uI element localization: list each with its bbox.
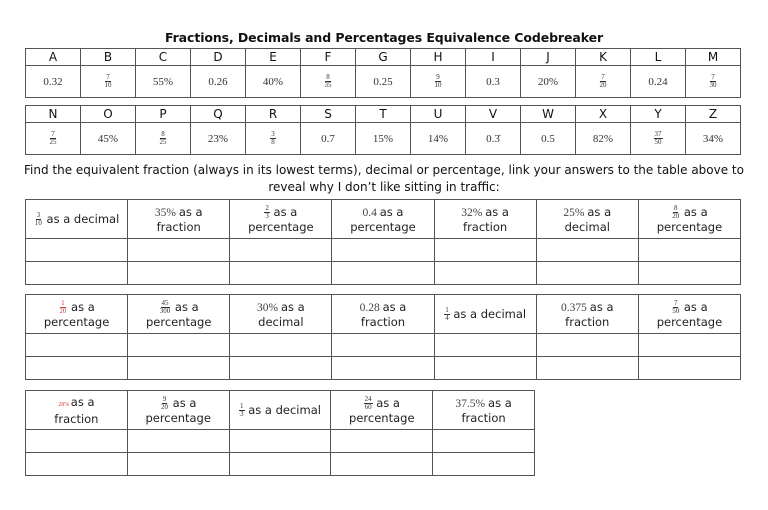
answer-cell[interactable] xyxy=(230,239,332,262)
question-prompt xyxy=(638,295,740,334)
question-prompt xyxy=(332,200,434,239)
answer-cell[interactable] xyxy=(26,453,128,476)
answer-cell[interactable] xyxy=(26,239,128,262)
fraction: $\frac{2}{3}$ xyxy=(265,203,269,220)
question-text: as a decimal xyxy=(564,204,612,234)
answer-cell[interactable] xyxy=(26,262,128,285)
code-value-m xyxy=(686,66,741,98)
answer-cell[interactable] xyxy=(434,262,536,285)
answer-cell[interactable] xyxy=(638,262,740,285)
question-value: 25% xyxy=(563,206,588,219)
question-value: 35% xyxy=(154,206,179,219)
question-text: as a fraction xyxy=(565,299,614,329)
question-prompt xyxy=(127,391,229,430)
question-text: as a fraction xyxy=(156,204,203,234)
code-letter-a: A xyxy=(26,49,81,66)
question-text: as a percentage xyxy=(656,204,723,234)
fraction: $\frac{3}{10}$ xyxy=(34,210,42,227)
code-table-row-n-z xyxy=(25,105,741,155)
answer-cell[interactable] xyxy=(26,334,128,357)
code-value-u: 14% xyxy=(411,123,466,155)
answer-cell[interactable] xyxy=(229,430,331,453)
answer-cell[interactable] xyxy=(26,357,128,380)
code-value-k xyxy=(576,66,631,98)
fraction: $\frac{1}{20}$ xyxy=(59,298,67,315)
question-text: as a percentage xyxy=(145,299,212,329)
code-value-g: 0.25 xyxy=(356,66,411,98)
code-letter-i: I xyxy=(466,49,521,66)
code-value-h xyxy=(411,66,466,98)
fraction: $\frac{7}{20}$ xyxy=(599,73,607,89)
question-prompt xyxy=(638,200,740,239)
question-value: 0.375 xyxy=(561,301,590,314)
fraction: $\frac{7}{30}$ xyxy=(709,73,717,89)
code-value-b xyxy=(81,66,136,98)
code-value-x: 82% xyxy=(576,123,631,155)
question-prompt xyxy=(536,295,638,334)
answer-cell[interactable] xyxy=(433,453,535,476)
question-prompt xyxy=(26,200,128,239)
question-text: as a percentage xyxy=(145,395,211,425)
fraction: $\frac{7}{25}$ xyxy=(49,130,57,146)
question-prompt xyxy=(230,200,332,239)
fraction: $\frac{8}{25}$ xyxy=(159,130,167,146)
answer-cell[interactable] xyxy=(230,334,332,357)
code-value-w: 0.5 xyxy=(521,123,576,155)
question-text: as a percentage xyxy=(656,299,723,329)
question-text: as a decimal xyxy=(453,306,527,321)
answer-cell[interactable] xyxy=(638,334,740,357)
question-text: as a fraction xyxy=(463,204,509,234)
code-letter-t: T xyxy=(356,106,411,123)
answer-cell[interactable] xyxy=(128,334,230,357)
question-prompt xyxy=(229,391,331,430)
code-letter-b: B xyxy=(81,49,136,66)
code-letter-v: V xyxy=(466,106,521,123)
code-letter-l: L xyxy=(631,49,686,66)
question-text: as a percentage xyxy=(350,204,416,234)
code-value-t: 15% xyxy=(356,123,411,155)
question-value: 0.28 xyxy=(359,301,383,314)
code-letter-p: P xyxy=(136,106,191,123)
answer-cell[interactable] xyxy=(128,239,230,262)
answer-cell[interactable] xyxy=(638,239,740,262)
question-value: 32% xyxy=(461,206,486,219)
code-letter-o: O xyxy=(81,106,136,123)
answer-cell[interactable] xyxy=(332,239,434,262)
fraction: $\frac{9}{20}$ xyxy=(160,394,168,411)
code-letter-q: Q xyxy=(191,106,246,123)
code-value-i: 0.3 xyxy=(466,66,521,98)
code-value-y xyxy=(631,123,686,155)
code-value-v: 0.3̇ xyxy=(466,123,521,155)
answer-cell[interactable] xyxy=(434,239,536,262)
answer-cell[interactable] xyxy=(230,262,332,285)
code-letter-h: H xyxy=(411,49,466,66)
answer-cell[interactable] xyxy=(536,334,638,357)
fraction: $\frac{7}{50}$ xyxy=(672,298,680,315)
page-title: Fractions, Decimals and Percentages Equivalence Codebreaker xyxy=(164,30,604,45)
code-value-a: 0.32 xyxy=(26,66,81,98)
question-text: as a decimal xyxy=(258,299,305,329)
fraction: $\frac{24}{60}$ xyxy=(364,394,372,411)
answer-cell[interactable] xyxy=(433,430,535,453)
fraction: $\frac{8}{20}$ xyxy=(672,203,680,220)
question-prompt xyxy=(26,391,128,430)
answer-cell[interactable] xyxy=(127,453,229,476)
code-letter-f: F xyxy=(301,49,356,66)
question-prompt xyxy=(331,391,433,430)
code-table-row-a-m xyxy=(25,48,741,98)
answer-cell[interactable] xyxy=(127,430,229,453)
code-value-c: 55% xyxy=(136,66,191,98)
question-table-2 xyxy=(25,294,741,380)
code-value-s: 0.7 xyxy=(301,123,356,155)
question-prompt xyxy=(536,200,638,239)
question-prompt xyxy=(433,391,535,430)
code-letter-y: Y xyxy=(631,106,686,123)
code-letter-g: G xyxy=(356,49,411,66)
question-prompt xyxy=(434,200,536,239)
answer-cell[interactable] xyxy=(128,262,230,285)
question-text: as a percentage xyxy=(349,395,415,425)
answer-cell[interactable] xyxy=(331,430,433,453)
fraction: $\frac{3}{8}$ xyxy=(271,130,275,146)
fraction: $\frac{1}{4}$ xyxy=(445,305,449,322)
question-value: 37.5% xyxy=(455,397,489,410)
code-value-f xyxy=(301,66,356,98)
fraction: $\frac{1}{3}$ xyxy=(240,401,244,418)
instructions: Find the equivalent fraction (always in its lowest terms), decimal or percentage, link your answers to the table above to reveal why I don’t like sitting in traffic: xyxy=(24,163,744,194)
code-value-q: 23% xyxy=(191,123,246,155)
answer-cell[interactable] xyxy=(434,334,536,357)
fraction: $\frac{37}{50}$ xyxy=(654,130,662,146)
fraction: $\frac{7}{10}$ xyxy=(104,73,112,89)
answer-cell[interactable] xyxy=(230,357,332,380)
code-letter-r: R xyxy=(246,106,301,123)
fraction: $\frac{9}{10}$ xyxy=(434,73,442,89)
question-prompt xyxy=(26,295,128,334)
code-letter-m: M xyxy=(686,49,741,66)
question-table-3 xyxy=(25,390,535,476)
code-letter-d: D xyxy=(191,49,246,66)
question-prompt xyxy=(230,295,332,334)
code-value-e: 40% xyxy=(246,66,301,98)
answer-cell[interactable] xyxy=(332,262,434,285)
answer-cell[interactable] xyxy=(332,357,434,380)
answer-cell[interactable] xyxy=(638,357,740,380)
question-value: 30% xyxy=(256,301,281,314)
question-text: as a percentage xyxy=(43,299,110,329)
question-text: as a percentage xyxy=(248,204,314,234)
question-prompt xyxy=(128,295,230,334)
question-value: 0.4 xyxy=(362,206,380,219)
code-value-l: 0.24 xyxy=(631,66,686,98)
answer-cell[interactable] xyxy=(536,262,638,285)
code-letter-n: N xyxy=(26,106,81,123)
code-letter-w: W xyxy=(521,106,576,123)
code-letter-c: C xyxy=(136,49,191,66)
question-text: as a fraction xyxy=(461,395,512,425)
code-letter-x: X xyxy=(576,106,631,123)
code-letter-z: Z xyxy=(686,106,741,123)
code-value-p xyxy=(136,123,191,155)
question-text: as a decimal xyxy=(248,402,321,417)
code-value-d: 0.26 xyxy=(191,66,246,98)
answer-cell[interactable] xyxy=(128,357,230,380)
answer-cell[interactable] xyxy=(332,334,434,357)
fraction: $\frac{8}{35}$ xyxy=(324,73,332,89)
question-prompt xyxy=(128,200,230,239)
question-table-1 xyxy=(25,199,741,285)
question-prompt xyxy=(434,295,536,334)
answer-cell[interactable] xyxy=(434,357,536,380)
fraction: $\frac{45}{300}$ xyxy=(159,298,171,315)
answer-cell[interactable] xyxy=(229,453,331,476)
answer-cell[interactable] xyxy=(536,357,638,380)
code-letter-e: E xyxy=(246,49,301,66)
question-value: 28% xyxy=(58,401,71,408)
code-value-r xyxy=(246,123,301,155)
code-value-z: 34% xyxy=(686,123,741,155)
answer-cell[interactable] xyxy=(536,239,638,262)
answer-cell[interactable] xyxy=(331,453,433,476)
code-value-n xyxy=(26,123,81,155)
code-letter-u: U xyxy=(411,106,466,123)
code-letter-s: S xyxy=(301,106,356,123)
question-text: as a fraction xyxy=(360,299,407,329)
question-text: as a fraction xyxy=(54,394,99,426)
question-text: as a decimal xyxy=(46,211,120,226)
code-value-o: 45% xyxy=(81,123,136,155)
code-letter-k: K xyxy=(576,49,631,66)
question-prompt xyxy=(332,295,434,334)
code-letter-j: J xyxy=(521,49,576,66)
answer-cell[interactable] xyxy=(26,430,128,453)
code-value-j: 20% xyxy=(521,66,576,98)
